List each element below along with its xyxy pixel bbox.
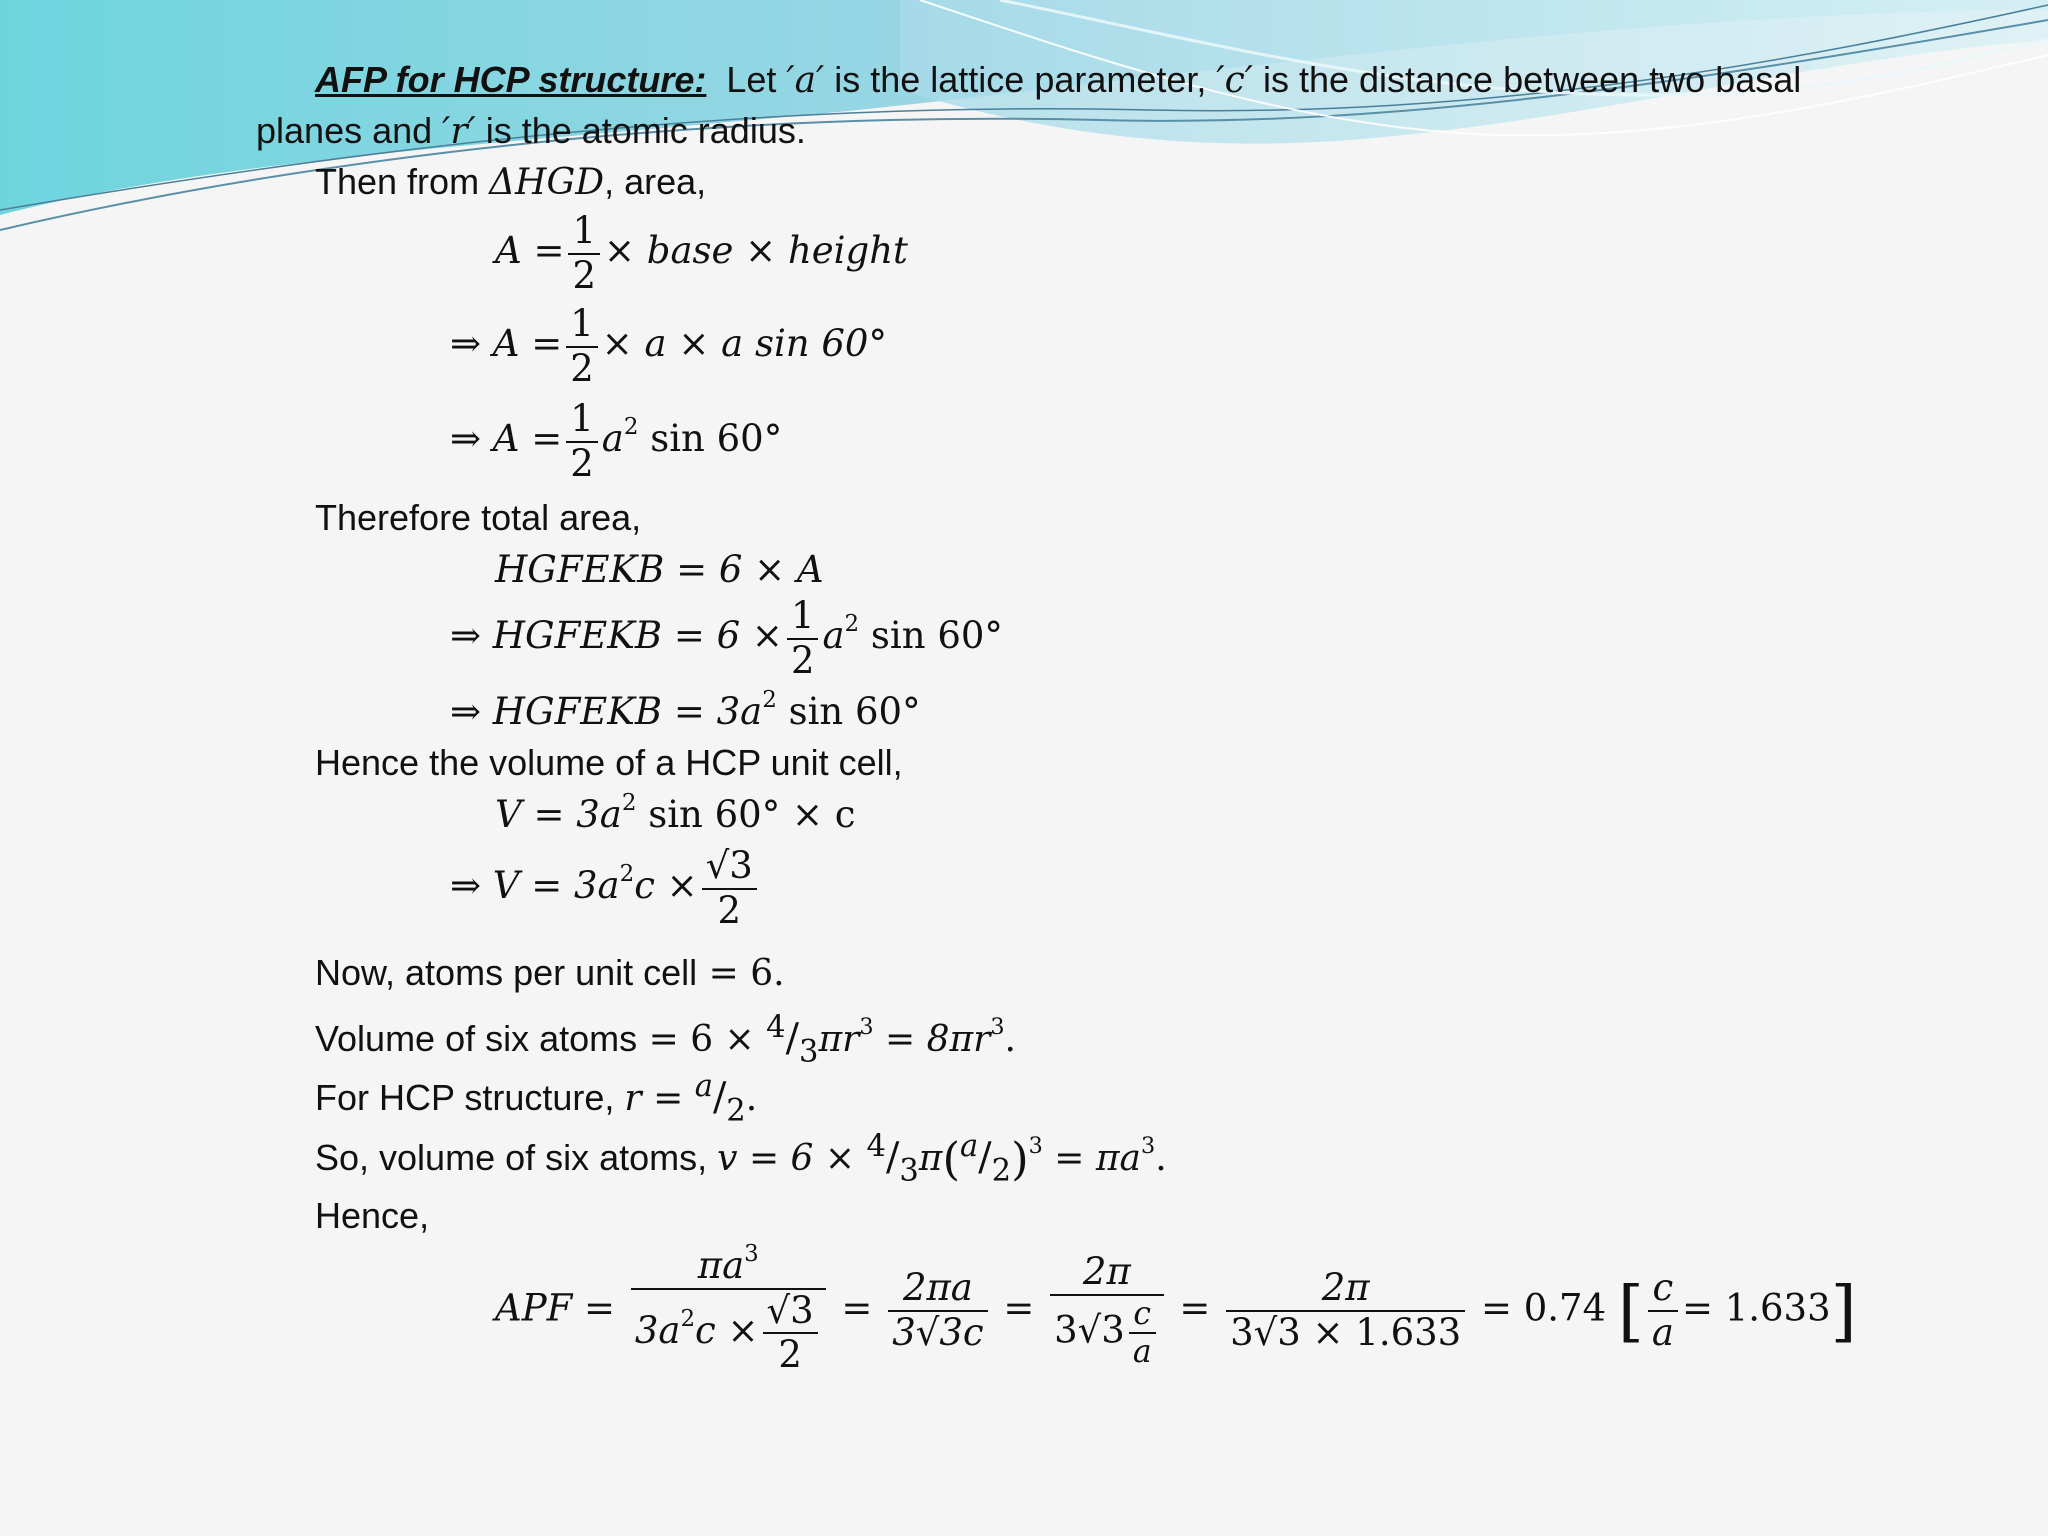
intro-line-1: AFP for HCP structure: Let ′a′ is the lattice parameter, ′c′ is the distance between two basal: [315, 59, 1802, 101]
triangle-line: Then from ΔHGD, area,: [315, 161, 707, 203]
apf-result: = 0.74: [1480, 1286, 1607, 1330]
fraction-half: $\frac{1}{2}$: [566, 303, 598, 390]
total-area-text: Therefore total area,: [315, 497, 642, 538]
six-atoms-volume-line: Volume of six atoms = $6 \times 4/3\pi r^3 = 8\pi r^3$.: [315, 1010, 1016, 1070]
radius-line: For HCP structure, r = a/2.: [315, 1069, 758, 1129]
apf-fraction-1: $\pi a^3$ $3a^2c$ × $\frac{√3}{2}$: [631, 1245, 826, 1377]
hex-equation-2: ⇒ HGFEKB = 6 × $\frac{1}{2}$ $a^2$ sin 60°: [450, 594, 1003, 682]
area-equation-1: A = $\frac{1}{2}$ × base × height: [495, 209, 908, 297]
fraction-half: $\frac{1}{2}$: [787, 595, 819, 682]
atoms-per-cell-line: Now, atoms per unit cell = 6.: [315, 952, 785, 994]
c-over-a-ratio: $\frac{c}{a}$: [1648, 1267, 1678, 1354]
intro-line-2: planes and ′r′ is the atomic radius.: [256, 110, 806, 152]
fraction-half: $\frac{1}{2}$: [566, 398, 598, 485]
hex-equation-1: HGFEKB = 6 × A: [495, 548, 824, 591]
section-heading: AFP for HCP structure:: [315, 59, 707, 100]
apf-fraction-3: 2π 3√3 $\frac{c}{a}$: [1050, 1251, 1163, 1370]
apf-fraction-2: $\frac{2\pi a}{3√3c}$: [888, 1267, 987, 1354]
hex-equation-3: ⇒ HGFEKB = $3a^2$ sin 60°: [450, 686, 921, 733]
so-volume-line: So, volume of six atoms, $v = 6 \times 4/3\pi(a/2)^3 = \pi a^3$.: [315, 1129, 1167, 1189]
apf-equation: APF = $\pi a^3$ $3a^2c$ × $\frac{√3}{2}$ = $\frac{2\pi a}{3√3c}$ = 2π 3√3 $\frac{c}{a}$ = $\frac{2\pi}{3√3 \times 1.633}$ = 0.74 [ $\frac{c}{a}$ = 1.633]: [495, 1240, 1857, 1377]
area-equation-2: ⇒ A = $\frac{1}{2}$ × a × a sin 60°: [450, 302, 887, 390]
fraction-half: $\frac{1}{2}$: [568, 210, 600, 297]
fraction-root3-over-2: $\frac{√3}{2}$: [702, 845, 757, 932]
volume-equation-1: $V = 3a^2$ sin 60° × c: [495, 789, 856, 836]
apf-fraction-4: $\frac{2\pi}{3√3 \times 1.633}$: [1226, 1267, 1465, 1354]
hence-text: Hence,: [315, 1195, 430, 1236]
volume-text: Hence the volume of a HCP unit cell,: [315, 742, 903, 783]
volume-equation-2: ⇒ $V = 3a^2c$ × $\frac{√3}{2}$: [450, 845, 761, 932]
area-equation-3: ⇒ A = $\frac{1}{2}$ $a^2$ sin 60°: [450, 397, 783, 485]
